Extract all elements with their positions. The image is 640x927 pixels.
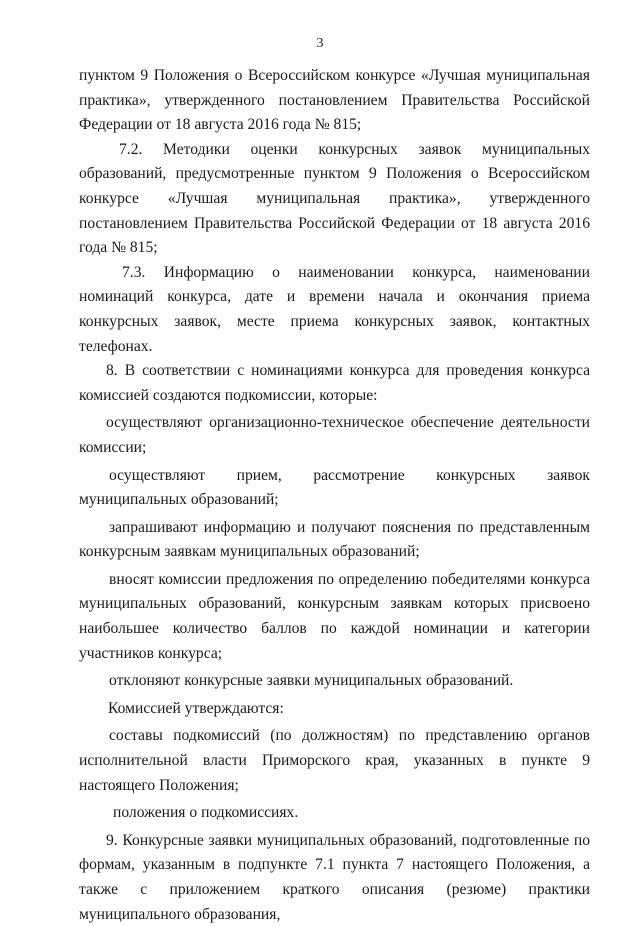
list-item-subcommission-duty: осуществляют организационно-техническое обеспечение деятельности комиссии; — [79, 414, 590, 456]
paragraph-commission-approves: Комиссией утверждаются: — [108, 699, 284, 717]
list-item-approved: составы подкомиссий (по должностям) по представлению органов исполнительной власти Приморского края, указанных в пункте 9 настоящего Положения; — [79, 727, 590, 794]
paragraph-7-3: 7.3. Информацию о наименовании конкурса, наименовании номинаций конкурса, дате и времени начала и окончания приема конкурсных заявок, месте приема конкурсных заявок, контактных телефонах. — [79, 263, 590, 355]
list-item-subcommission-duty: осуществляют прием, рассмотрение конкурсных заявок муниципальных образований; — [79, 466, 590, 509]
paragraph-9: 9. Конкурсные заявки муниципальных образований, подготовленные по формам, указанным в подпункте 7.1 пункта 7 настоящего Положения, а также с приложением краткого описания (резюме) практики муниципального образования, — [79, 831, 590, 923]
page-number: 3 — [316, 36, 324, 51]
paragraph-8: 8. В соответствии с номинациями конкурса для проведения конкурса комиссией создаются подкомиссии, которые: — [79, 362, 590, 404]
document-body — [79, 64, 590, 927]
paragraph-7-1-continuation: пунктом 9 Положения о Всероссийском конкурсе «Лучшая муниципальная практика», утвержденного постановлением Правительства Российской Федерации от 18 августа 2016 года № 815; — [79, 67, 590, 134]
list-item-subcommission-duty: вносят комиссии предложения по определению победителями конкурса муниципальных образований, конкурсным заявкам которых присвоено наибольшее количество баллов по каждой номинации и категории участников конкурса; — [79, 570, 590, 662]
paragraph-7-2: 7.2. Методики оценки конкурсных заявок муниципальных образований, предусмотренные пунктом 9 Положения о Всероссийском конкурсе «Лучшая муниципальная практика», утвержденного постановлением Правительства Российской Федерации от 18 августа 2016 года № 815; — [79, 140, 590, 257]
list-item-approved: положения о подкомиссиях. — [113, 804, 299, 822]
list-item-subcommission-duty: отклоняют конкурсные заявки муниципальных образований. — [109, 672, 514, 690]
list-item-subcommission-duty: запрашивают информацию и получают пояснения по представленным конкурсным заявкам муниципальных образований; — [79, 518, 590, 561]
